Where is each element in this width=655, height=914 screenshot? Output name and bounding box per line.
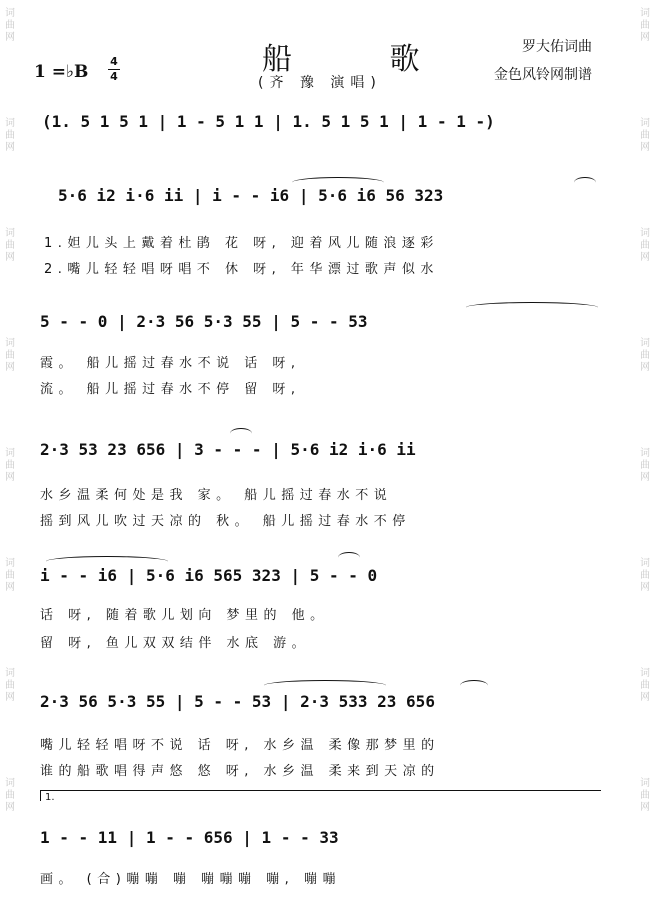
lyric-row-5-verse-2: 留 呀, 鱼儿双双结伴 水底 游。 (40, 636, 311, 651)
fermata-arc (338, 552, 360, 563)
score-row-2: 5·6 i2 i·6 ii | i - - i6 | 5·6 i6 56 323 (58, 186, 444, 205)
tie-arc (292, 177, 384, 188)
time-signature: 4 4 (108, 56, 120, 83)
lyric-row-5-verse-1: 话 呀, 随着歌儿划向 梦里的 他。 (40, 608, 329, 623)
lyric-row-7: 画。 (合)嘣嘣 嘣 嘣嘣嘣 嘣, 嘣嘣 (40, 872, 341, 887)
volta-bracket (40, 790, 601, 801)
lyric-row-3-verse-1: 霞。 船儿摇过春水不说 话 呀, (40, 356, 301, 371)
fermata-arc (574, 177, 596, 188)
credit-transcriber: 金色风铃网制谱 (494, 67, 592, 83)
fermata-arc (230, 428, 252, 439)
lyric-row-3-verse-2: 流。 船儿摇过春水不停 留 呀, (40, 382, 301, 397)
score-row-4: 2·3 53 23 656 | 3 - - - | 5·6 i2 i·6 ii (40, 440, 416, 459)
credit-composer: 罗大佑词曲 (522, 39, 592, 55)
lyric-row-4-verse-1: 水乡温柔何处是我 家。 船儿摇过春水不说 (40, 488, 393, 503)
lyric-row-6-verse-2: 谁的船歌唱得声悠 悠 呀, 水乡温 柔来到天凉的 (40, 764, 440, 779)
lyric-row-2-verse-1: 1.妲儿头上戴着杜鹃 花 呀, 迎着风儿随浪逐彩 (44, 236, 439, 251)
score-row-1: (1. 5 1 5 1 | 1 - 5 1 1 | 1. 5 1 5 1 | 1 - 1 -) (42, 112, 495, 131)
tie-arc (466, 302, 598, 313)
score-row-3: 5 - - 0 | 2·3 56 5·3 55 | 5 - - 53 (40, 312, 368, 331)
score-row-7: 1 - - 11 | 1 - - 656 | 1 - - 33 (40, 828, 339, 847)
song-title: 船 歌 (262, 42, 464, 77)
lyric-row-6-verse-1: 嘴儿轻轻唱呀不说 话 呀, 水乡温 柔像那梦里的 (40, 738, 440, 753)
tie-arc (460, 680, 488, 691)
key-signature: 1 =♭B (34, 62, 89, 82)
performer-subtitle: (齐 豫 演唱) (258, 75, 382, 91)
tie-arc (264, 680, 386, 691)
volta-number: 1. (45, 792, 55, 803)
score-row-5: i - - i6 | 5·6 i6 565 323 | 5 - - 0 (40, 566, 378, 585)
lyric-row-4-verse-2: 摇到风儿吹过天凉的 秋。 船儿摇过春水不停 (40, 514, 411, 529)
score-row-6: 2·3 56 5·3 55 | 5 - - 53 | 2·3 533 23 656 (40, 692, 435, 711)
tie-arc (46, 556, 168, 567)
lyric-row-2-verse-2: 2.嘴儿轻轻唱呀唱不 休 呀, 年华漂过歌声似水 (44, 262, 439, 277)
